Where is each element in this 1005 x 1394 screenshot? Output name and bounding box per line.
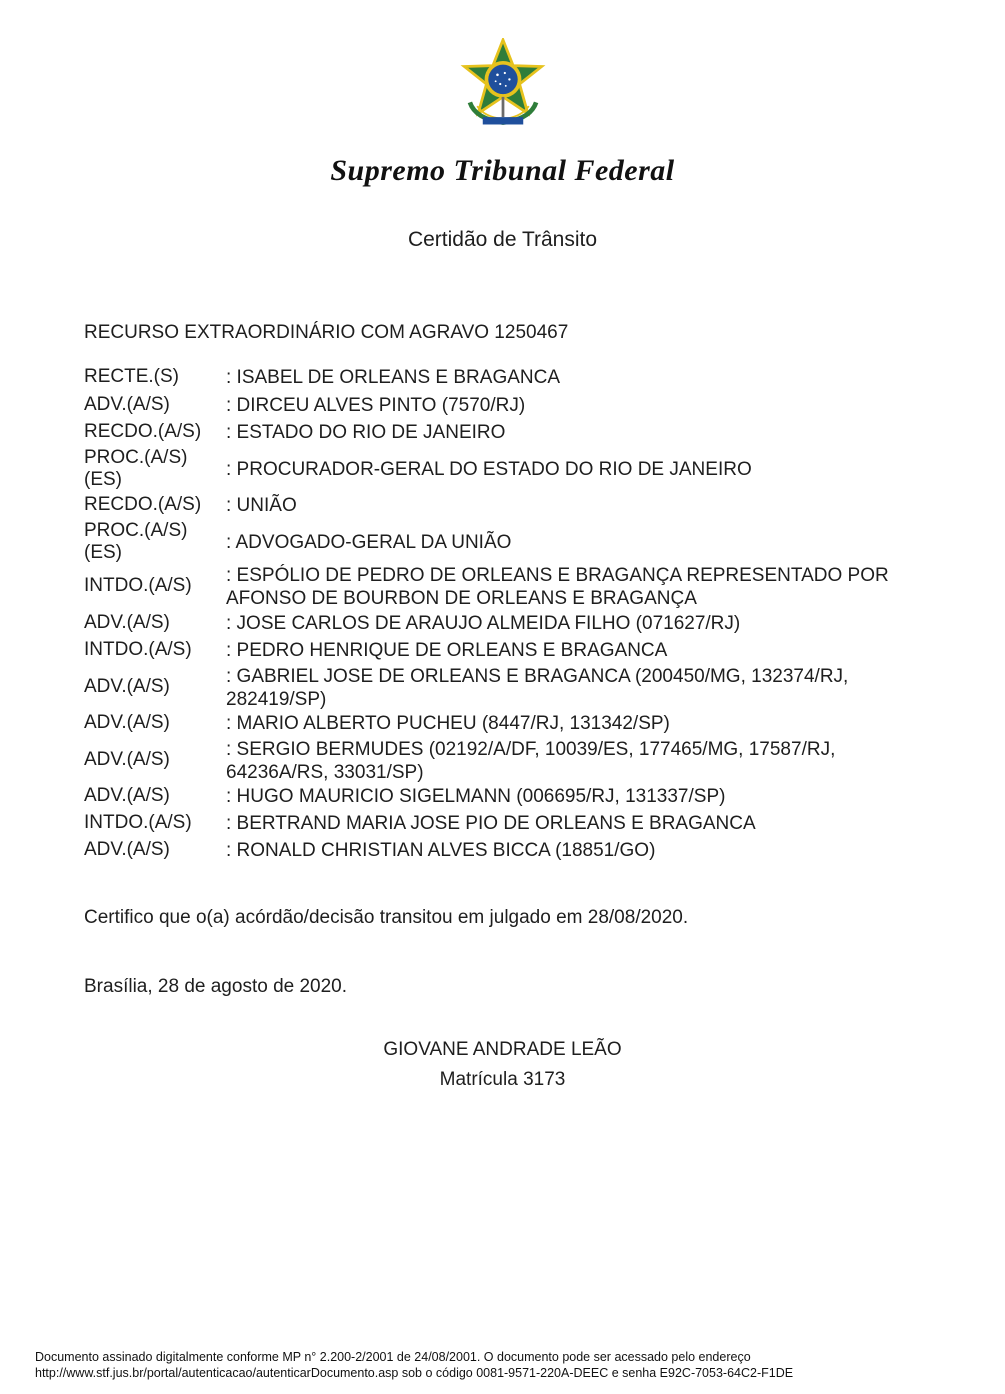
- coat-of-arms-emblem: [457, 38, 549, 130]
- party-role: ADV.(A/S): [84, 676, 170, 697]
- document-title: Certidão de Trânsito: [407, 228, 598, 251]
- party-name: : ADVOGADO-GERAL DA UNIÃO: [226, 532, 512, 553]
- party-name: : ESTADO DO RIO DE JANEIRO: [226, 422, 506, 443]
- party-role: ADV.(A/S): [84, 749, 170, 770]
- party-name: : JOSE CARLOS DE ARAUJO ALMEIDA FILHO (071627/RJ): [226, 613, 741, 634]
- party-name: : ESPÓLIO DE PEDRO DE ORLEANS E BRAGANÇA REPRESENTADO POR AFONSO DE BOURBON DE ORLEANS E BRAGANÇA: [226, 565, 889, 609]
- party-name: : HUGO MAURICIO SIGELMANN (006695/RJ, 131337/SP): [226, 786, 726, 807]
- party-role: INTDO.(A/S): [84, 575, 192, 596]
- party-role: ADV.(A/S): [84, 612, 170, 633]
- party-role: RECDO.(A/S): [84, 421, 202, 442]
- party-role: PROC.(A/S) (ES): [84, 447, 188, 490]
- party-name: : MARIO ALBERTO PUCHEU (8447/RJ, 131342/SP): [226, 713, 670, 734]
- court-name: Supremo Tribunal Federal: [330, 154, 675, 187]
- party-name: : DIRCEU ALVES PINTO (7570/RJ): [226, 395, 526, 416]
- certification-statement: Certifico que o(a) acórdão/decisão transitou em julgado em 28/08/2020.: [84, 907, 689, 928]
- signer-registration: Matrícula 3173: [439, 1069, 566, 1090]
- party-role: ADV.(A/S): [84, 839, 170, 860]
- digital-signature-footer: [35, 1349, 793, 1381]
- footer-line: Documento assinado digitalmente conforme MP n° 2.200-2/2001 de 24/08/2001. O documento pode ser acessado pelo endereço: [35, 1350, 751, 1364]
- party-role: INTDO.(A/S): [84, 639, 192, 660]
- party-name: : ISABEL DE ORLEANS E BRAGANCA: [226, 367, 561, 388]
- place-date: Brasília, 28 de agosto de 2020.: [84, 976, 348, 997]
- signer-name: GIOVANE ANDRADE LEÃO: [383, 1039, 622, 1060]
- party-role: RECTE.(S): [84, 366, 179, 387]
- party-name: : PEDRO HENRIQUE DE ORLEANS E BRAGANCA: [226, 640, 668, 661]
- party-name: : RONALD CHRISTIAN ALVES BICCA (18851/GO): [226, 840, 656, 861]
- footer-link-line[interactable]: http://www.stf.jus.br/portal/autenticacao/autenticarDocumento.asp sob o código 0081-9571-220A-DEEC e senha E92C-7053-64C2-F1DE: [35, 1366, 794, 1380]
- party-name: : UNIÃO: [226, 495, 297, 516]
- party-role: ADV.(A/S): [84, 712, 170, 733]
- party-role: ADV.(A/S): [84, 785, 170, 806]
- party-name: : PROCURADOR-GERAL DO ESTADO DO RIO DE JANEIRO: [226, 459, 752, 480]
- party-name: : SERGIO BERMUDES (02192/A/DF, 10039/ES, 177465/MG, 17587/RJ, 64236A/RS, 33031/SP): [226, 739, 836, 783]
- party-role: RECDO.(A/S): [84, 494, 202, 515]
- party-name: : GABRIEL JOSE DE ORLEANS E BRAGANCA (200450/MG, 132374/RJ, 282419/SP): [226, 666, 849, 710]
- party-role: INTDO.(A/S): [84, 812, 192, 833]
- case-title: RECURSO EXTRAORDINÁRIO COM AGRAVO 1250467: [84, 322, 569, 343]
- party-role: PROC.(A/S) (ES): [84, 520, 188, 563]
- party-role: ADV.(A/S): [84, 394, 170, 415]
- party-name: : BERTRAND MARIA JOSE PIO DE ORLEANS E BRAGANCA: [226, 813, 756, 834]
